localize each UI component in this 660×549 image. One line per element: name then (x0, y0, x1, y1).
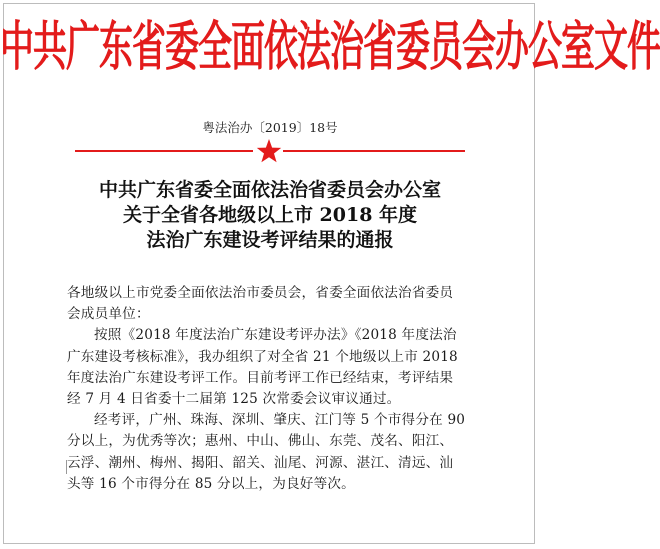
body-line: 会成员单位： (67, 306, 150, 323)
document-number: 粤法治办〔2019〕18号 (202, 120, 338, 135)
red-divider-right (283, 150, 465, 152)
red-star-icon (256, 138, 282, 164)
notice-title-line: 法治广东建设考评结果的通报 (146, 229, 394, 251)
body-line: 分以上，为优秀等次；惠州、中山、佛山、东莞、茂名、阳江、 (67, 433, 454, 450)
body-line: 经考评，广州、珠海、深圳、肇庆、江门等 5 个市得分在 90 (94, 412, 466, 429)
notice-title (0, 178, 540, 253)
notice-title-line: 关于全省各地级以上市 2018 年度 (122, 204, 418, 226)
red-divider-left (75, 150, 253, 152)
body-line: 经 7 月 4 日省委十二届第 125 次常委会议审议通过。 (67, 391, 401, 408)
body-line: 云浮、潮州、梅州、揭阳、韶关、汕尾、河源、湛江、清远、汕 (67, 454, 454, 471)
body-line: 广东建设考核标准》，我办组织了对全省 21 个地级以上市 2018 (67, 348, 458, 365)
page-break-mark (66, 460, 67, 474)
notice-title-line: 中共广东省委全面依法治省委员会办公室 (98, 179, 441, 201)
red-header-title: 中共广东省委全面依法治省委员会办公室文件 (0, 16, 660, 79)
body-line: 按照《2018 年度法治广东建设考评办法》《2018 年度法治 (94, 327, 457, 344)
body-line: 头等 16 个市得分在 85 分以上，为良好等次。 (67, 475, 355, 492)
notice-body (67, 283, 477, 495)
body-line: 各地级以上市党委全面依法治市委员会，省委全面依法治省委员 (67, 285, 454, 301)
body-line: 年度法治广东建设考评工作。目前考评工作已经结束，考评结果 (67, 369, 454, 386)
